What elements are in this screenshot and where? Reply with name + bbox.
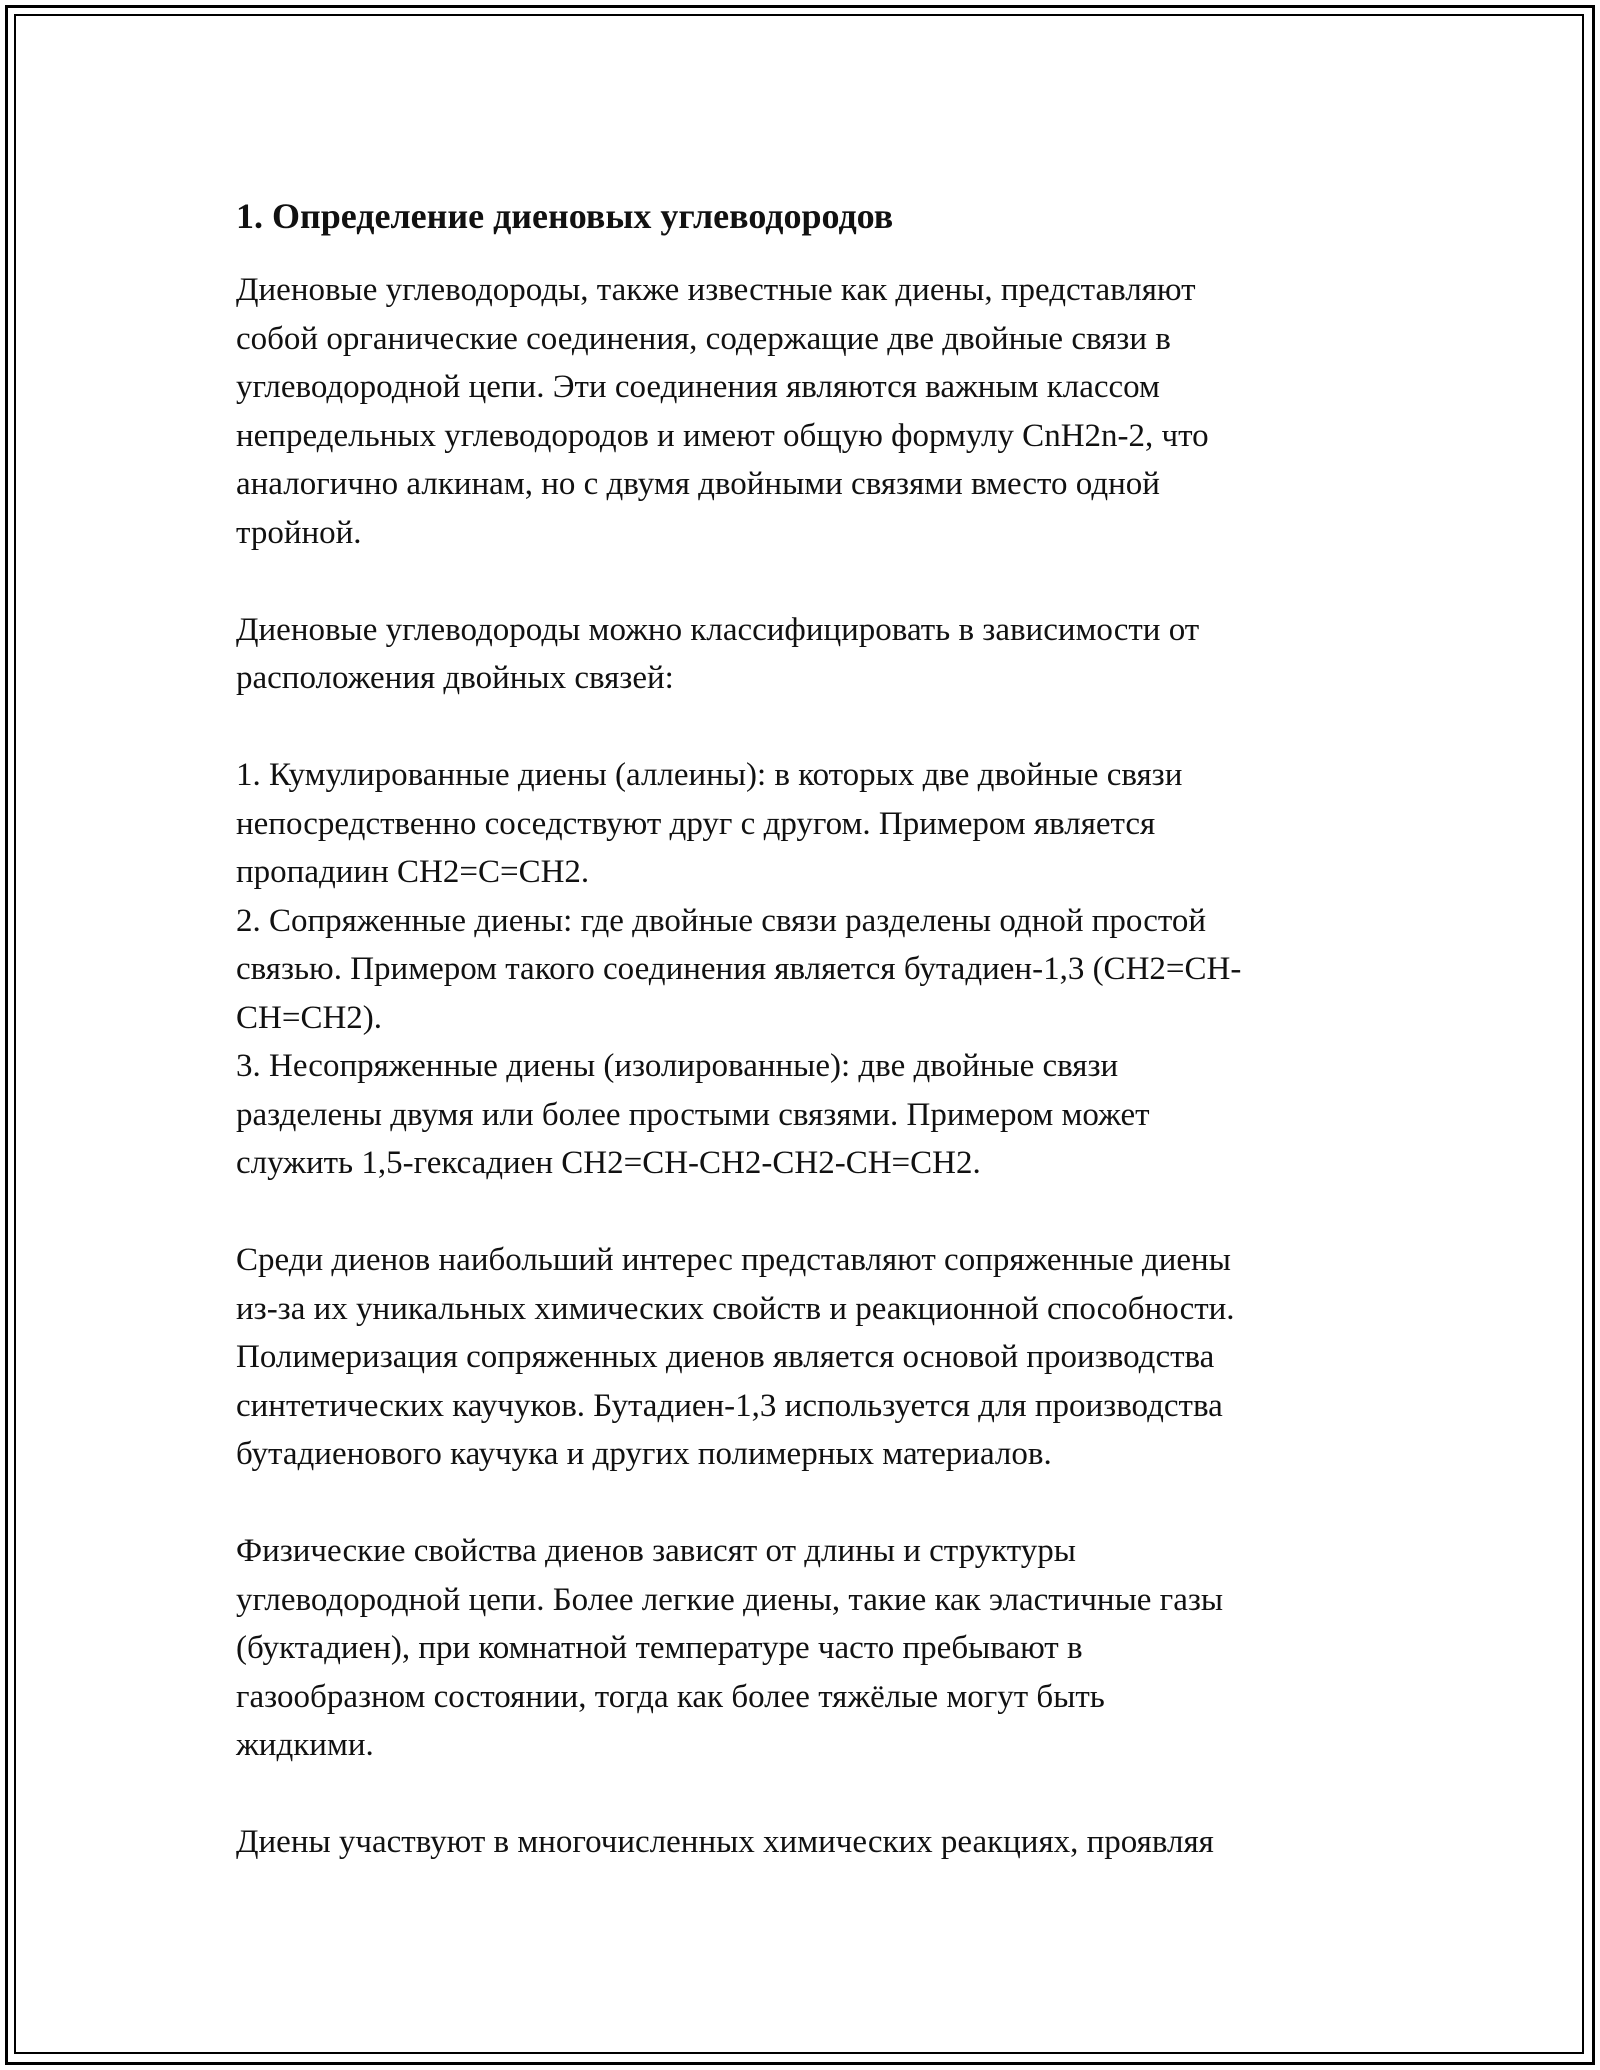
- text-line: расположения двойных связей:: [236, 660, 674, 696]
- text-line: 3. Несопряженные диены (изолированные): две двойные связи: [236, 1048, 1119, 1084]
- text-line: Диены участвуют в многочисленных химических реакциях, проявляя: [236, 1824, 1214, 1860]
- section-heading: 1. Определение диеновых углеводородов: [236, 196, 894, 236]
- text-line: углеводородной цепи. Более легкие диены, такие как эластичные газы: [236, 1581, 1224, 1618]
- text-line: бутадиенового каучука и других полимерных материалов.: [236, 1436, 1052, 1472]
- paragraph-gap: [236, 1479, 1376, 1528]
- paragraph-reactions: [236, 1818, 1376, 1867]
- text-line: собой органические соединения, содержащие две двойные связи в: [236, 320, 1171, 357]
- text-line: тройной.: [236, 514, 362, 551]
- text-line: 1. Кумулированные диены (аллеины): в которых две двойные связи: [236, 757, 1183, 793]
- paragraph-conjugated-dienes: [236, 1236, 1376, 1479]
- text-line: углеводородной цепи. Эти соединения являются важным классом: [236, 369, 1160, 405]
- text-line: (буктадиен), при комнатной температуре часто пребывают в: [236, 1630, 1083, 1666]
- text-line: Полимеризация сопряженных диенов является основой производства: [236, 1339, 1215, 1375]
- text-line: разделены двумя или более простыми связями. Примером может: [236, 1096, 1150, 1133]
- paragraph-gap: [236, 557, 1376, 606]
- text-line: Физические свойства диенов зависят от длины и структуры: [236, 1533, 1076, 1569]
- paragraph-gap: [236, 1188, 1376, 1237]
- text-line: Диеновые углеводороды можно классифицировать в зависимости от: [236, 611, 1200, 648]
- document-body: [236, 188, 1376, 1867]
- paragraph-physical-properties: [236, 1527, 1376, 1770]
- text-line: CH=CH2).: [236, 999, 383, 1036]
- text-line: непредельных углеводородов и имеют общую формулу CnH2n-2, что: [236, 417, 1209, 454]
- text-line: пропадиин CH2=C=CH2.: [236, 854, 590, 890]
- text-line: Диеновые углеводороды, также известные как диены, представляют: [236, 272, 1196, 308]
- text-line: непосредственно соседствуют друг с другом. Примером является: [236, 805, 1156, 842]
- paragraph-gap: [236, 1770, 1376, 1819]
- paragraph-classification-list: [236, 751, 1376, 1188]
- text-line: служить 1,5-гексадиен CH2=CH-CH2-CH2-CH=CH2.: [236, 1145, 981, 1181]
- text-line: синтетических каучуков. Бутадиен-1,3 используется для производства: [236, 1387, 1223, 1424]
- paragraph-definition: [236, 266, 1376, 557]
- text-line: аналогично алкинам, но с двумя двойными связями вместо одной: [236, 466, 1160, 502]
- text-line: жидкими.: [236, 1727, 374, 1763]
- text-line: из-за их уникальных химических свойств и реакционной способности.: [236, 1290, 1235, 1327]
- text-line: газообразном состоянии, тогда как более тяжёлые могут быть: [236, 1678, 1105, 1715]
- text-line: 2. Сопряженные диены: где двойные связи разделены одной простой: [236, 902, 1207, 939]
- text-line: связью. Примером такого соединения является бутадиен-1,3 (CH2=CH-: [236, 951, 1242, 987]
- paragraph-classification-intro: [236, 606, 1376, 703]
- text-line: Среди диенов наибольший интерес представляют сопряженные диены: [236, 1242, 1231, 1278]
- paragraph-gap: [236, 703, 1376, 752]
